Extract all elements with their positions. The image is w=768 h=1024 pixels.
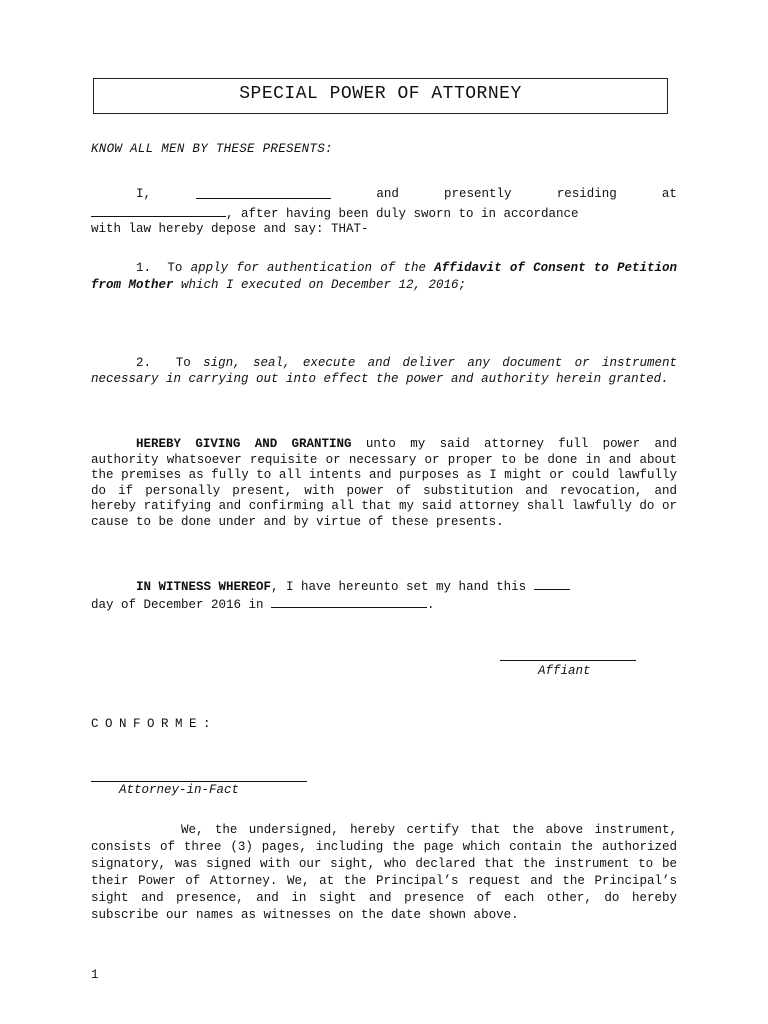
intro-word-presently: presently [444, 187, 512, 201]
attorney-in-fact-label: Attorney-in-Fact [119, 783, 240, 797]
day-blank [534, 578, 570, 590]
presents-heading: KNOW ALL MEN BY THESE PRESENTS: [91, 142, 333, 156]
granting-paragraph [91, 437, 677, 530]
witness-end: . [427, 597, 435, 612]
item-2-paragraph [91, 356, 677, 387]
item-1-document-name: Affidavit of Consent to Petition from Mother [91, 261, 677, 292]
item-1-paragraph [91, 260, 677, 294]
intro-line-2 [91, 205, 677, 223]
witness-paragraph [91, 578, 677, 613]
intro-word-at: at [661, 187, 677, 201]
affiant-signature-line [500, 660, 636, 661]
intro-paragraph [91, 187, 677, 238]
document-title: SPECIAL POWER OF ATTORNEY [93, 78, 668, 114]
item-1-text-a: apply for authentication of the [190, 261, 435, 275]
item-1-lead: To [167, 261, 191, 275]
item-2-number: 2. [136, 356, 152, 370]
witness-text-2: day of December 2016 in [91, 597, 272, 612]
certification-text: We, the undersigned, hereby certify that the above instrument, consists of three (3) pages, including the page which contain the authorized signatory, was signed with our sight, who declared that the instrument to be their Power of Attorney. We, at the Principal’s request and the Principal’s sight and presence, and in sight and presence of each other, do hereby subscribe our names as witnesses on the date shown above. [91, 823, 677, 922]
page-number: 1 [91, 968, 99, 982]
name-blank [196, 187, 331, 199]
intro-line-3: with law hereby depose and say: THAT- [91, 222, 369, 236]
intro-pronoun: I, [136, 187, 152, 201]
place-blank [271, 596, 427, 608]
item-1-number: 1. [136, 261, 152, 275]
conforme-heading: CONFORME: [91, 717, 218, 731]
granting-lead: HEREBY GIVING AND GRANTING [136, 437, 352, 451]
intro-line-2-text: , after having been duly sworn to in accordance [226, 206, 579, 221]
affiant-label: Affiant [538, 664, 591, 678]
intro-word-residing: residing [556, 187, 617, 201]
witness-lead: IN WITNESS WHEREOF [136, 580, 272, 594]
intro-line-1 [91, 187, 677, 203]
witness-text-1: , I have hereunto set my hand this [271, 580, 534, 594]
item-2-text: sign, seal, execute and deliver any document or instrument necessary in carrying out into effect the power and authority herein granted. [91, 356, 677, 386]
item-2-lead: To [175, 356, 204, 370]
certification-paragraph [91, 822, 677, 924]
intro-word-and: and [376, 187, 399, 201]
granting-text: unto my said attorney full power and authority whatsoever requisite or necessary or proper to be done in and about the premises as fully to all intents and purposes as I might or could lawfully do if personally present, with power of substitution and revocation, and hereby ratifying and confirming all that my said attorney shall lawfully do or cause to be done under and by virtue of these presents. [91, 437, 677, 529]
item-1-text-b: which I executed on December 12, 2016; [173, 278, 467, 292]
address-blank [91, 205, 226, 217]
attorney-signature-line [91, 781, 307, 782]
